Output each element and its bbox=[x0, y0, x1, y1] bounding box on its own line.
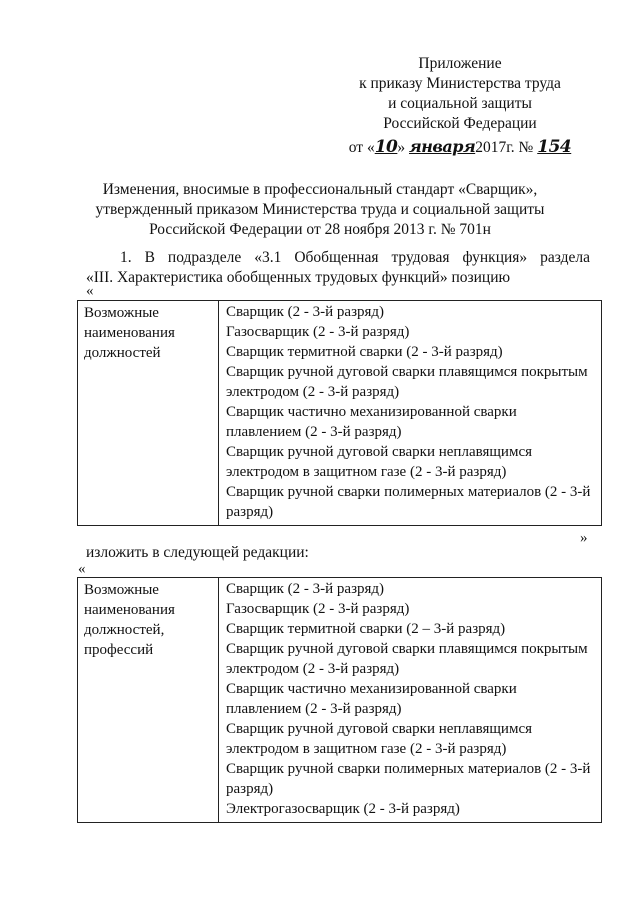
position-item: Сварщик ручной сварки полимерных материалов (2 - 3-й разряд) bbox=[226, 484, 591, 520]
position-item: Сварщик ручной дуговой сварки плавящимся покрытым электродом (2 - 3-й разряд) bbox=[226, 364, 588, 400]
position-item: Сварщик ручной сварки полимерных материалов (2 - 3-й разряд) bbox=[226, 761, 591, 797]
positions-label-cell bbox=[78, 578, 219, 823]
position-item: Электрогазосварщик (2 - 3-й разряд) bbox=[226, 801, 460, 817]
position-item: Сварщик термитной сварки (2 - 3-й разряд) bbox=[226, 344, 503, 360]
title-line-1: Изменения, вносимые в профессиональный стандарт «Сварщик», bbox=[102, 181, 538, 198]
position-item: Сварщик ручной дуговой сварки неплавящимся электродом в защитном газе (2 - 3-й разряд) bbox=[226, 444, 533, 480]
position-item: Сварщик ручной дуговой сварки плавящимся покрытым электродом (2 - 3-й разряд) bbox=[226, 641, 588, 677]
position-item: Сварщик частично механизированной сварки плавлением (2 - 3-й разряд) bbox=[226, 681, 517, 717]
position-item: Сварщик частично механизированной сварки плавлением (2 - 3-й разряд) bbox=[226, 404, 517, 440]
position-item: Сварщик (2 - 3-й разряд) bbox=[226, 304, 385, 320]
date-prefix: от « bbox=[348, 139, 375, 156]
open-quote-old: « bbox=[86, 283, 94, 299]
document-title bbox=[50, 180, 590, 240]
restate-text: изложить в следующей редакции: bbox=[86, 544, 309, 561]
appendix-line-1: Приложение bbox=[418, 55, 502, 72]
positions-list-cell bbox=[219, 578, 602, 823]
title-line-2: утвержденный приказом Министерства труда и социальной защиты bbox=[95, 201, 545, 218]
date-mid: » bbox=[397, 139, 406, 156]
positions-label: Возможные наименования должностей bbox=[84, 305, 175, 361]
positions-table-new bbox=[77, 577, 602, 823]
paragraph-1-line-1: 1. В подразделе «3.1 Обобщенная трудовая функция» раздела bbox=[120, 249, 590, 266]
date-year-suffix: 2017г. № bbox=[475, 139, 534, 156]
positions-list-cell bbox=[219, 301, 602, 526]
date-day-handwritten: 10 bbox=[374, 137, 398, 157]
position-item: Сварщик термитной сварки (2 – 3-й разряд) bbox=[226, 621, 506, 637]
title-line-3: Российской Федерации от 28 ноября 2013 г. № 701н bbox=[149, 221, 491, 238]
paragraph-1-line-2: «III. Характеристика обобщенных трудовых функций» позицию bbox=[86, 269, 511, 286]
appendix-date-line bbox=[330, 137, 590, 158]
close-quote-old: » bbox=[580, 530, 588, 546]
positions-label: Возможные наименования должностей, профессий bbox=[84, 582, 175, 658]
positions-label-cell bbox=[78, 301, 219, 526]
position-item: Газосварщик (2 - 3-й разряд) bbox=[226, 601, 410, 617]
open-quote-new: « bbox=[78, 561, 86, 577]
table-row bbox=[78, 578, 602, 823]
table-row bbox=[78, 301, 602, 526]
position-item: Сварщик (2 - 3-й разряд) bbox=[226, 581, 385, 597]
date-month-handwritten: января bbox=[409, 137, 476, 156]
appendix-line-2: к приказу Министерства труда bbox=[359, 75, 561, 92]
appendix-line-4: Российской Федерации bbox=[383, 115, 537, 132]
order-number-handwritten: 154 bbox=[537, 137, 572, 157]
position-item: Сварщик ручной дуговой сварки неплавящимся электродом в защитном газе (2 - 3-й разряд) bbox=[226, 721, 533, 757]
positions-table-old bbox=[77, 300, 602, 526]
appendix-header bbox=[330, 54, 590, 158]
paragraph-1 bbox=[86, 248, 590, 288]
position-item: Газосварщик (2 - 3-й разряд) bbox=[226, 324, 410, 340]
appendix-line-3: и социальной защиты bbox=[388, 95, 532, 112]
